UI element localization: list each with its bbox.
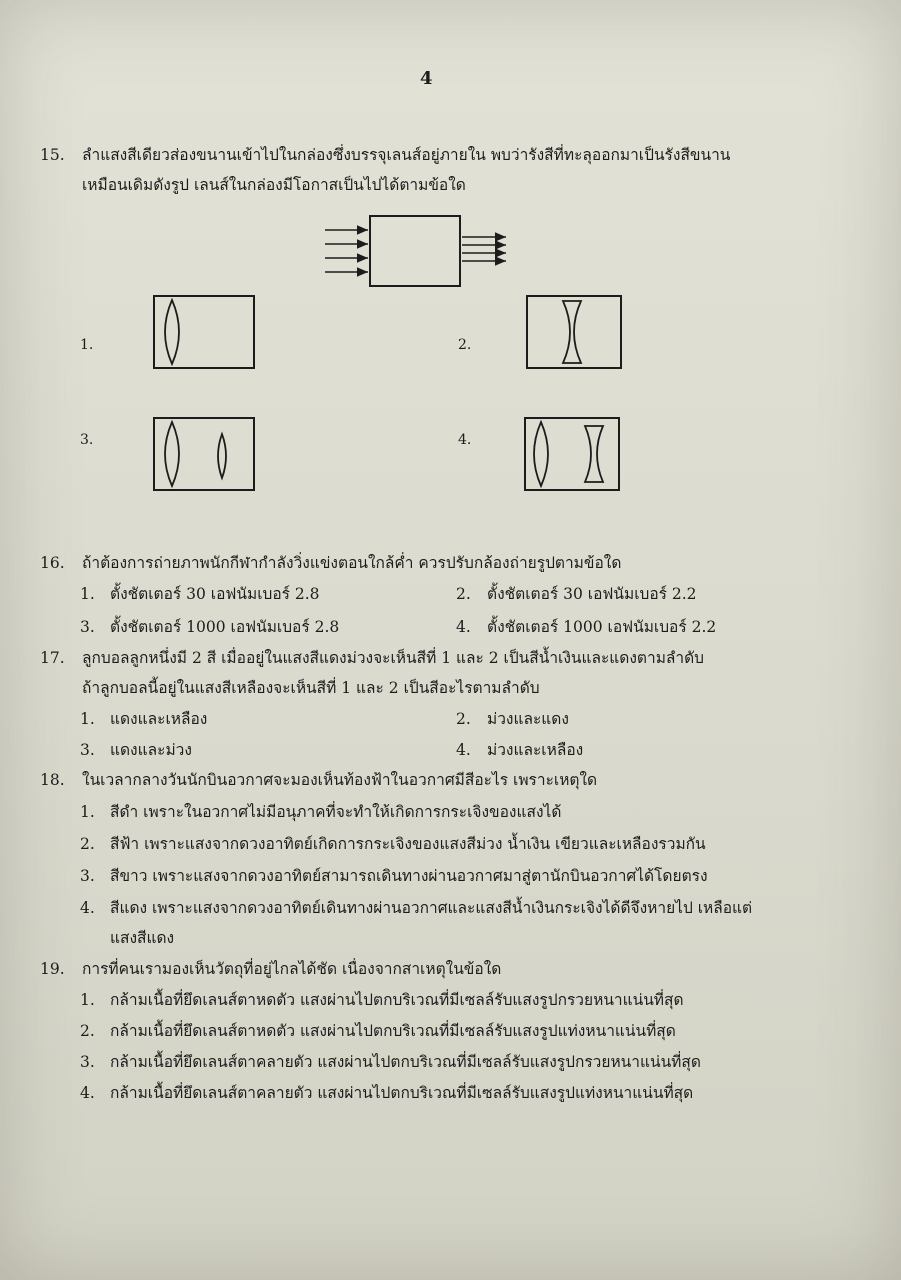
- q16-choice-4-number: 4.: [456, 618, 471, 636]
- concave-lens-box-icon: [525, 294, 623, 370]
- q18-choice-4-text: สีแดง เพราะแสงจากดวงอาทิตย์เดินทางผ่านอวกาศและแสงสีน้ำเงินกระเจิงได้ดีจึงหายไป เหลือแต่: [110, 899, 753, 917]
- q15-text-line1: ลำแสงสีเดียวส่องขนานเข้าไปในกล่องซึ่งบรรจุเลนส์อยู่ภายใน พบว่ารังสีที่ทะลุออกมาเป็นรังสีขนาน: [82, 146, 731, 164]
- q19-number: 19.: [40, 960, 65, 978]
- q19-choice-3-number: 3.: [80, 1053, 95, 1071]
- q18-choice-2-number: 2.: [80, 835, 95, 853]
- two-convex-lenses-box-icon: [152, 416, 256, 492]
- q19-text: การที่คนเรามองเห็นวัตถุที่อยู่ไกลได้ชัด เนื่องจากสาเหตุในข้อใด: [82, 960, 502, 978]
- q16-choice-1-text: ตั้งชัตเตอร์ 30 เอฟนัมเบอร์ 2.8: [110, 585, 320, 603]
- q19-choice-1-text: กล้ามเนื้อที่ยึดเลนส์ตาหดตัว แสงผ่านไปตกบริเวณที่มีเซลล์รับแสงรูปกรวยหนาแน่นที่สุด: [110, 991, 684, 1009]
- q17-choice-3-text: แดงและม่วง: [110, 741, 192, 759]
- q19-choice-4-text: กล้ามเนื้อที่ยึดเลนส์ตาคลายตัว แสงผ่านไปตกบริเวณที่มีเซลล์รับแสงรูปแท่งหนาแน่นที่สุด: [110, 1084, 694, 1102]
- q17-choice-4-number: 4.: [456, 741, 471, 759]
- q15-box-with-parallel-rays-figure: [320, 208, 515, 293]
- q17-choice-2-number: 2.: [456, 710, 471, 728]
- q16-choice-2-text: ตั้งชัตเตอร์ 30 เอฟนัมเบอร์ 2.2: [487, 585, 697, 603]
- q15-choice-3-number: 3.: [80, 432, 94, 448]
- q16-choice-1-number: 1.: [80, 585, 95, 603]
- q18-choice-4-number: 4.: [80, 899, 95, 917]
- q18-text: ในเวลากลางวันนักบินอวกาศจะมองเห็นท้องฟ้าในอวกาศมีสีอะไร เพราะเหตุใด: [82, 771, 598, 789]
- q17-text-line2: ถ้าลูกบอลนี้อยู่ในแสงสีเหลืองจะเห็นสีที่ 1 และ 2 เป็นสีอะไรตามลำดับ: [82, 679, 540, 697]
- q18-choice-1-number: 1.: [80, 803, 95, 821]
- q16-choice-4-text: ตั้งชัตเตอร์ 1000 เอฟนัมเบอร์ 2.2: [487, 618, 717, 636]
- q16-text: ถ้าต้องการถ่ายภาพนักกีฬากำลังวิ่งแข่งตอนใกล้ค่ำ ควรปรับกล้องถ่ายรูปตามข้อใด: [82, 554, 622, 572]
- q19-choice-2-number: 2.: [80, 1022, 95, 1040]
- q18-choice-2-text: สีฟ้า เพราะแสงจากดวงอาทิตย์เกิดการกระเจิงของแสงสีม่วง น้ำเงิน เขียวและเหลืองรวมกัน: [110, 835, 706, 853]
- q15-number: 15.: [40, 146, 65, 164]
- q18-choice-4-text-cont: แสงสีแดง: [110, 929, 175, 947]
- q17-choice-1-number: 1.: [80, 710, 95, 728]
- q16-choice-3-text: ตั้งชัตเตอร์ 1000 เอฟนัมเบอร์ 2.8: [110, 618, 340, 636]
- q18-choice-1-text: สีดำ เพราะในอวกาศไม่มีอนุภาคที่จะทำให้เกิดการกระเจิงของแสงได้: [110, 803, 562, 821]
- q15-text-line2: เหมือนเดิมดังรูป เลนส์ในกล่องมีโอกาสเป็นไปได้ตามข้อใด: [82, 176, 466, 194]
- q19-choice-4-number: 4.: [80, 1084, 95, 1102]
- q19-choice-1-number: 1.: [80, 991, 95, 1009]
- q19-choice-3-text: กล้ามเนื้อที่ยึดเลนส์ตาคลายตัว แสงผ่านไปตกบริเวณที่มีเซลล์รับแสงรูปกรวยหนาแน่นที่สุด: [110, 1053, 701, 1071]
- q16-choice-3-number: 3.: [80, 618, 95, 636]
- q17-text-line1: ลูกบอลลูกหนึ่งมี 2 สี เมื่ออยู่ในแสงสีแดงม่วงจะเห็นสีที่ 1 และ 2 เป็นสีน้ำเงินและแดงตามลำดับ: [82, 649, 705, 667]
- q17-choice-4-text: ม่วงและเหลือง: [487, 741, 584, 759]
- q18-choice-3-number: 3.: [80, 867, 95, 885]
- q17-number: 17.: [40, 649, 65, 667]
- q17-choice-2-text: ม่วงและแดง: [487, 710, 569, 728]
- page-number: 4: [420, 68, 433, 89]
- convex-concave-lenses-box-icon: [523, 416, 621, 492]
- q15-choice-2-number: 2.: [458, 337, 472, 353]
- q17-choice-3-number: 3.: [80, 741, 95, 759]
- q18-number: 18.: [40, 771, 65, 789]
- q18-choice-3-text: สีขาว เพราะแสงจากดวงอาทิตย์สามารถเดินทางผ่านอวกาศมาสู่ตานักบินอวกาศได้โดยตรง: [110, 867, 708, 885]
- q15-choice-1-number: 1.: [80, 337, 94, 353]
- q16-choice-2-number: 2.: [456, 585, 471, 603]
- q16-number: 16.: [40, 554, 65, 572]
- q19-choice-2-text: กล้ามเนื้อที่ยึดเลนส์ตาหดตัว แสงผ่านไปตกบริเวณที่มีเซลล์รับแสงรูปแท่งหนาแน่นที่สุด: [110, 1022, 676, 1040]
- convex-lens-box-icon: [152, 294, 256, 370]
- q15-choice-4-number: 4.: [458, 432, 472, 448]
- q17-choice-1-text: แดงและเหลือง: [110, 710, 208, 728]
